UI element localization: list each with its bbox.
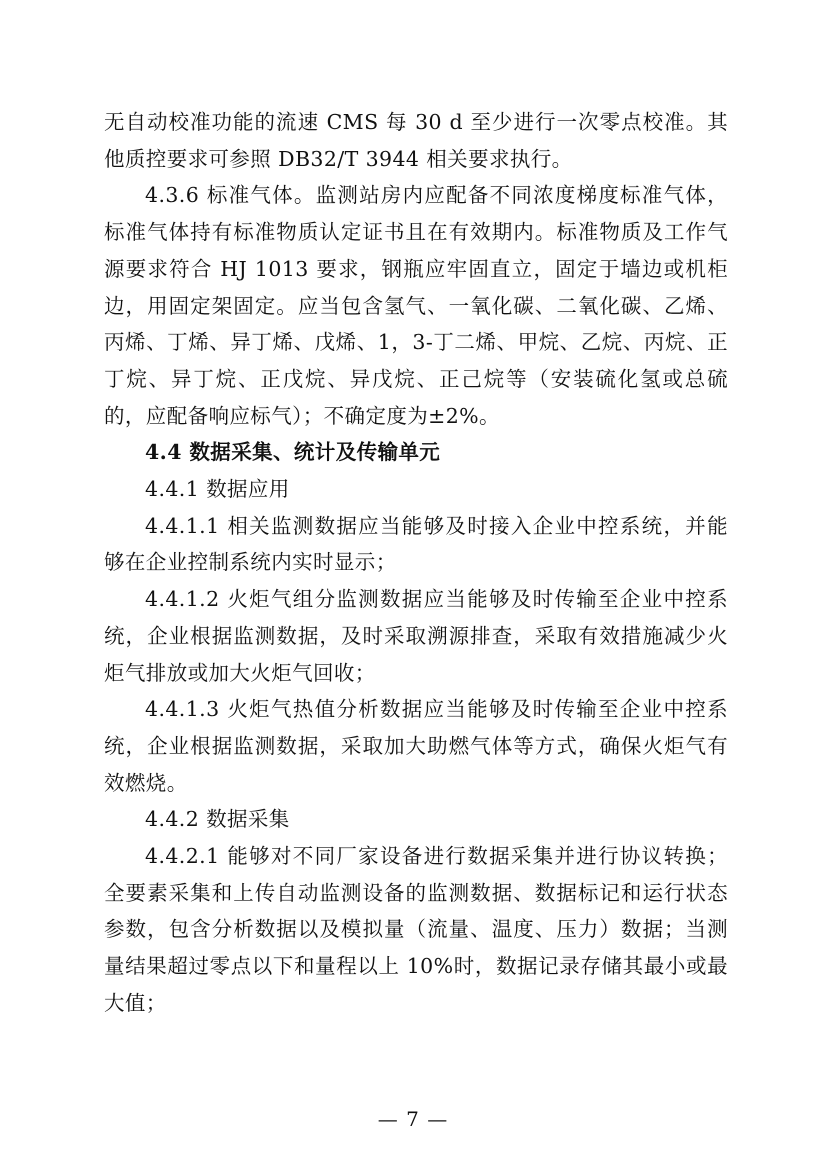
document-body bbox=[104, 104, 728, 1022]
subsection-heading-data-application: 4.4.1 数据应用 bbox=[145, 477, 290, 502]
paragraph-standard-gas: 4.3.6 标准气体。监测站房内应配备不同浓度梯度标准气体，标准气体持有标准物质认定证书且在有效期内。标准物质及工作气源要求符合 HJ 1013 要求，钢瓶应牢固直立，固定于墙边或机柜边，用固定架固定。应当包含氢气、一氧化碳、二氧化碳、乙烯、丙烯、丁烯、异丁烯、戊烯、1，3-丁二烯、甲烷、乙烷、丙烷、正丁烷、异丁烷、正戊烷、异戊烷、正己烷等（安装硫化氢或总硫的，应配备响应标气）；不确定度为±2%。 bbox=[104, 183, 728, 428]
paragraph-4-4-2-1: 4.4.2.1 能够对不同厂家设备进行数据采集并进行协议转换；全要素采集和上传自动监测设备的监测数据、数据标记和运行状态参数，包含分析数据以及模拟量（流量、温度、压力）数据；当测量结果超过零点以下和量程以上 10%时，数据记录存储其最小或最大值； bbox=[104, 844, 728, 1015]
subsection-heading-data-collection: 4.4.2 数据采集 bbox=[145, 807, 290, 832]
paragraph-4-4-1-2: 4.4.1.2 火炬气组分监测数据应当能够及时传输至企业中控系统，企业根据监测数据，及时采取溯源排查，采取有效措施减少火炬气排放或加大火炬气回收； bbox=[104, 587, 728, 685]
paragraph-4-4-1-3: 4.4.1.3 火炬气热值分析数据应当能够及时传输至企业中控系统，企业根据监测数据，采取加大助燃气体等方式，确保火炬气有效燃烧。 bbox=[104, 697, 728, 795]
section-heading-data-unit: 4.4 数据采集、统计及传输单元 bbox=[145, 440, 441, 465]
page-number: — 7 — bbox=[377, 1107, 449, 1131]
paragraph-4-4-1-1: 4.4.1.1 相关监测数据应当能够及时接入企业中控系统，并能够在企业控制系统内实时显示； bbox=[104, 513, 728, 575]
paragraph-cms-calibration: 无自动校准功能的流速 CMS 每 30 d 至少进行一次零点校准。其他质控要求可参照 DB32/T 3944 相关要求执行。 bbox=[104, 110, 728, 171]
